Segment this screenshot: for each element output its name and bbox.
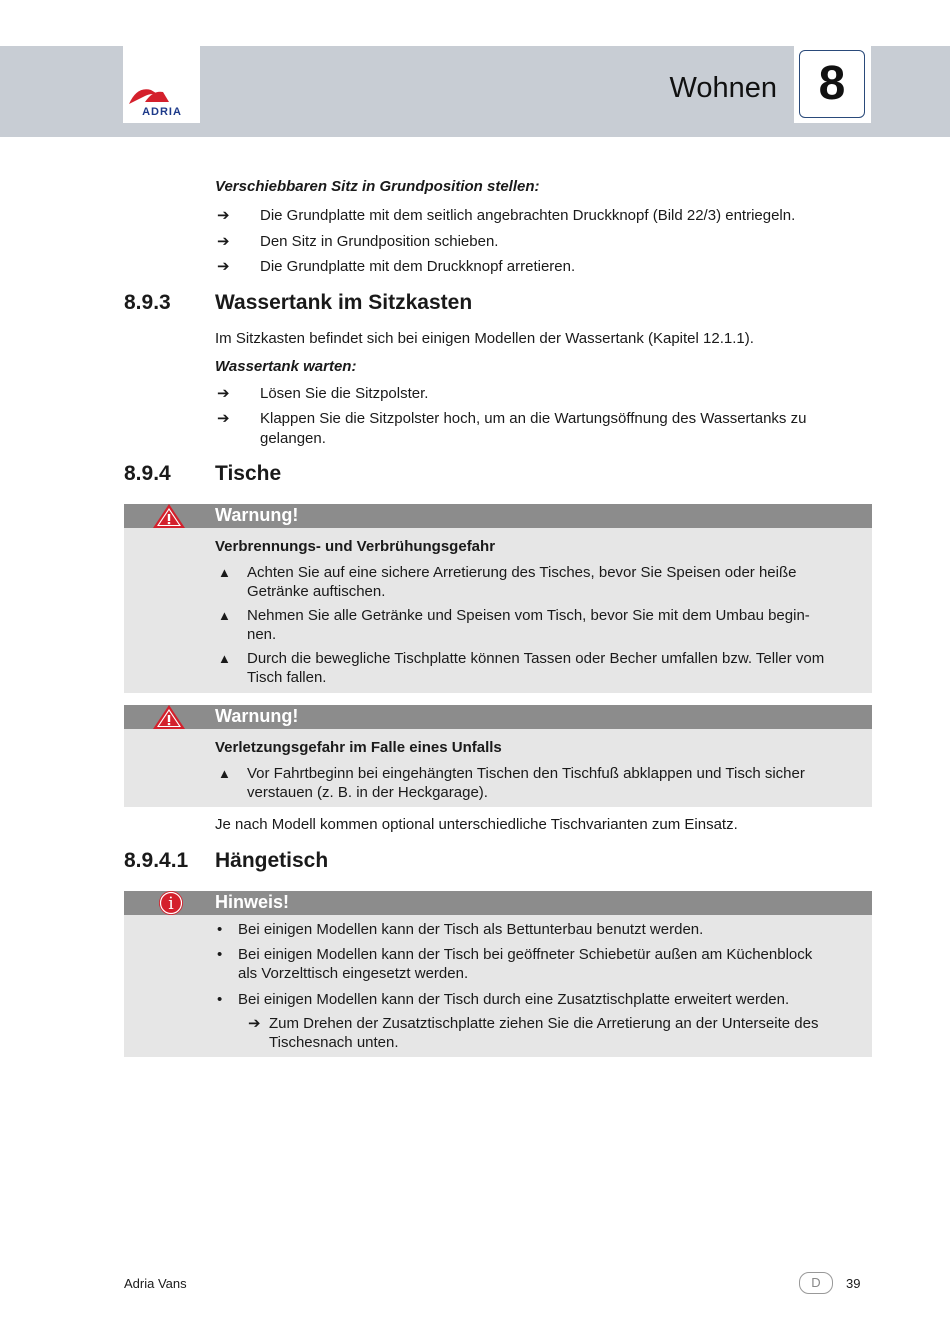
triangle-bullet-icon: ▲ (218, 651, 231, 666)
warning-line: Nehmen Sie alle Getränke und Speisen vom Tisch, bevor Sie mit dem Umbau begin- (247, 607, 810, 624)
arrow-icon: ➔ (217, 258, 230, 275)
note-line: Zum Drehen der Zusatztischplatte ziehen Sie die Arretierung an der Unterseite des (269, 1015, 819, 1032)
section-step: Lösen Sie die Sitzpolster. (260, 385, 429, 402)
warning-line: Getränke auftischen. (247, 583, 386, 600)
note-line: Tischesnach unten. (269, 1034, 399, 1051)
note-label: Hinweis! (215, 892, 290, 912)
warning-line: verstauen (z. B. in der Heckgarage). (247, 784, 488, 801)
arrow-icon: ➔ (248, 1015, 261, 1032)
arrow-icon: ➔ (217, 207, 230, 224)
bullet-icon: • (217, 946, 223, 963)
footer-brand: Adria Vans (124, 1276, 187, 1291)
language-badge: D (799, 1272, 833, 1294)
section-step: Klappen Sie die Sitzpolster hoch, um an die Wartungsöffnung des Wassertanks zu (260, 410, 807, 427)
note-line: als Vorzelttisch eingesetzt werden. (238, 965, 469, 982)
triangle-bullet-icon: ▲ (218, 608, 231, 623)
bullet-icon: • (217, 991, 223, 1008)
warning-label: Warnung! (215, 706, 299, 726)
warning-bar (124, 504, 872, 528)
note-line: Bei einigen Modellen kann der Tisch durch eine Zusatztischplatte erweitert werden. (238, 991, 790, 1008)
note-line: Bei einigen Modellen kann der Tisch bei geöffneter Schiebetür außen am Küchenblock (238, 946, 813, 963)
warning-title: Verbrennungs- und Verbrühungsgefahr (215, 538, 496, 555)
warning-icon (152, 704, 186, 730)
triangle-bullet-icon: ▲ (218, 565, 231, 580)
chapter-title: Wohnen (669, 72, 777, 104)
section-title: Hängetisch (215, 849, 329, 872)
warning-bar (124, 705, 872, 729)
note-bar (124, 891, 872, 915)
warning-line: Vor Fahrtbeginn bei eingehängten Tischen den Tischfuß abklappen und Tisch sicher (247, 765, 805, 782)
logo-text: ADRIA (142, 106, 182, 118)
warning-title: Verletzungsgefahr im Falle eines Unfalls (215, 739, 502, 756)
warning-line: Tisch fallen. (247, 669, 327, 686)
section-number: 8.9.4 (124, 462, 171, 485)
warning-line: Durch die bewegliche Tischplatte können Tassen oder Becher umfallen bzw. Teller vom (247, 650, 825, 667)
chapter-number-box (794, 46, 871, 123)
section-paragraph: Im Sitzkasten befindet sich bei einigen Modellen der Wassertank (Kapitel 12.1.1). (215, 330, 754, 347)
info-icon-letter: i (168, 894, 174, 914)
intro-step: Die Grundplatte mit dem seitlich angebrachten Druckknopf (Bild 22/3) entriegeln. (260, 207, 796, 224)
arrow-icon: ➔ (217, 385, 230, 402)
section-subheading: Wassertank warten: (215, 358, 357, 375)
warning-icon (152, 503, 186, 529)
page-number: 39 (846, 1276, 861, 1291)
warning-label: Warnung! (215, 505, 299, 525)
triangle-bullet-icon: ▲ (218, 766, 231, 781)
note-line: Bei einigen Modellen kann der Tisch als Bettunterbau benutzt werden. (238, 921, 704, 938)
info-icon (157, 890, 185, 916)
section-number: 8.9.3 (124, 291, 171, 314)
intro-subheading: Verschiebbaren Sitz in Grundposition stellen: (215, 178, 540, 195)
section-step-cont: gelangen. (260, 430, 326, 447)
warning-line: Achten Sie auf eine sichere Arretierung des Tisches, bevor Sie Speisen oder heiße (247, 564, 797, 581)
adria-logo (123, 46, 200, 123)
section-title: Wassertank im Sitzkasten (215, 291, 473, 314)
section-number: 8.9.4.1 (124, 849, 189, 872)
arrow-icon: ➔ (217, 233, 230, 250)
section-title: Tische (215, 462, 282, 485)
intro-step: Den Sitz in Grundposition schieben. (260, 233, 499, 250)
warning-line: nen. (247, 626, 277, 643)
arrow-icon: ➔ (217, 410, 230, 427)
chapter-number: 8 (799, 50, 865, 118)
intro-step: Die Grundplatte mit dem Druckknopf arretieren. (260, 258, 576, 275)
section-paragraph: Je nach Modell kommen optional unterschiedliche Tischvarianten zum Einsatz. (215, 816, 738, 833)
bullet-icon: • (217, 921, 223, 938)
